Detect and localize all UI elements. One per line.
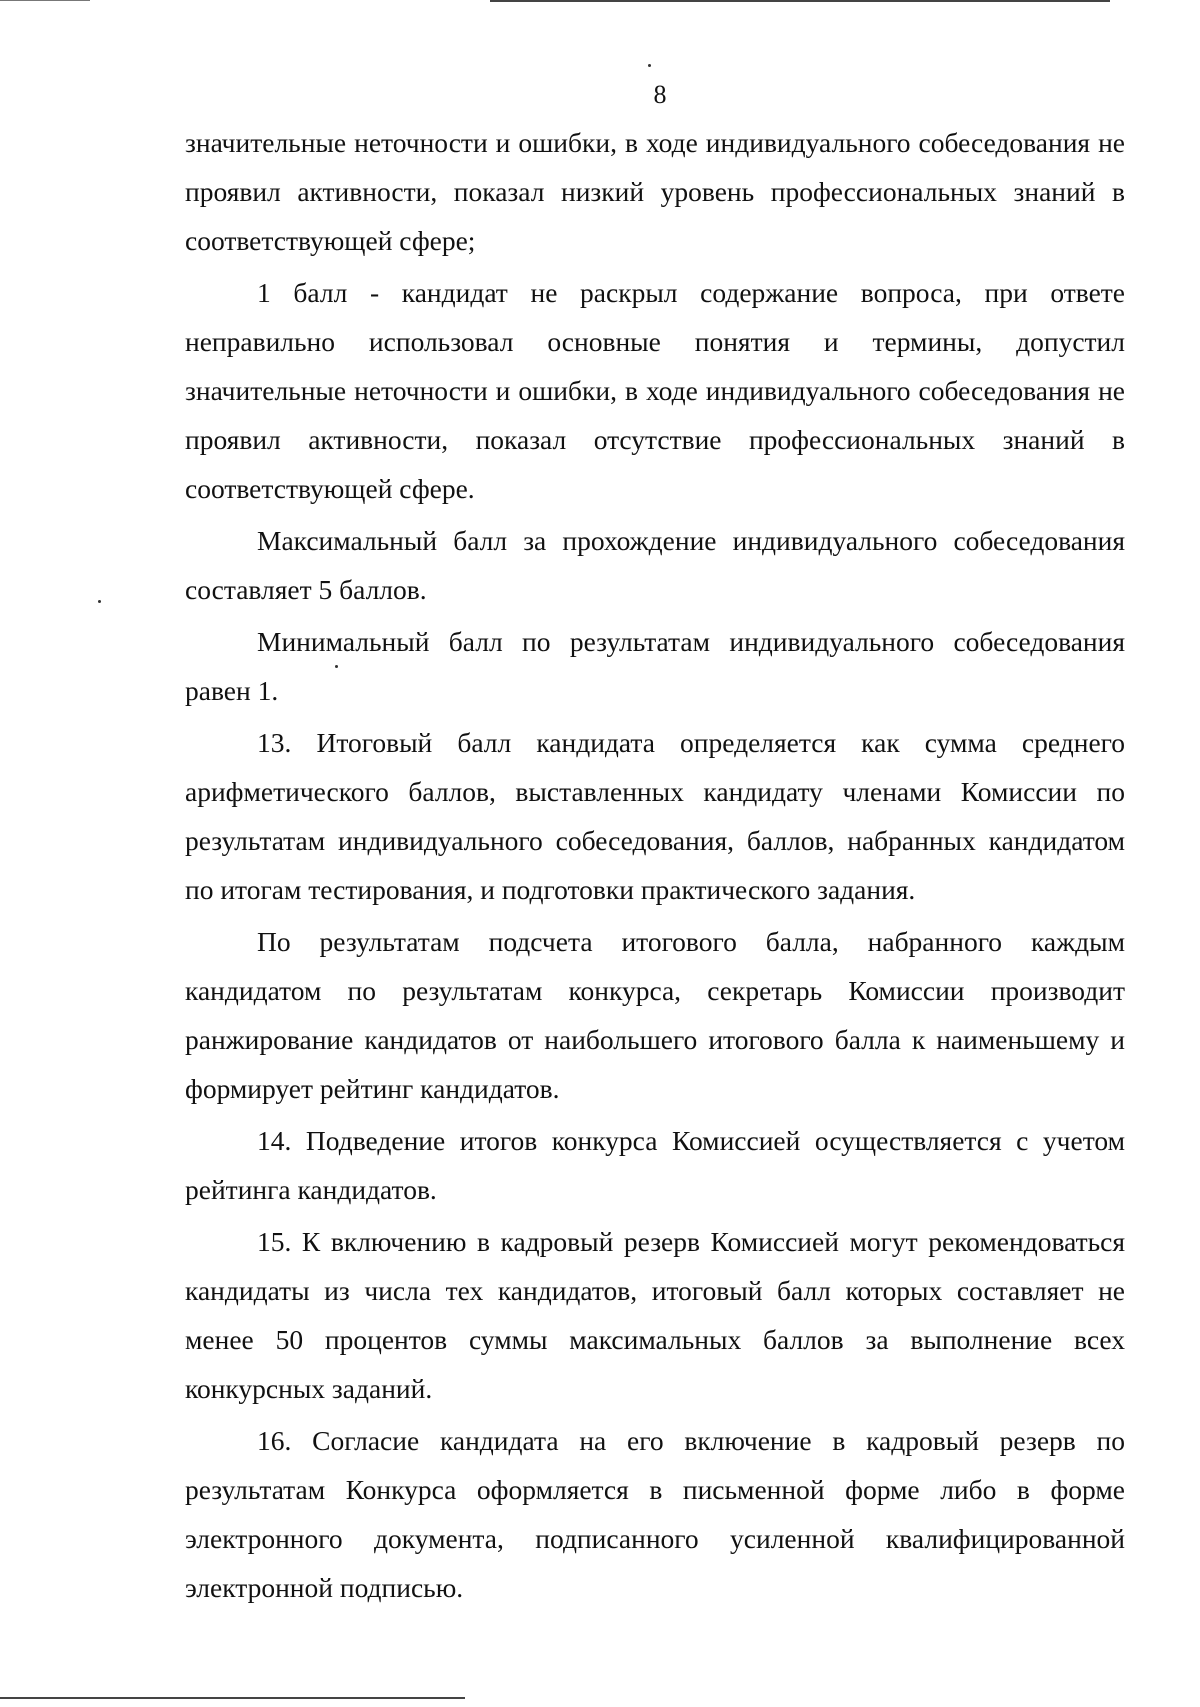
paragraph-16: 16. Согласие кандидата на его включение в кадровый резерв по результатам Конкурса оформляется в письменной форме либо в форме электронного документа, подписанного усиленной квалифицированной электронной подписью. [185, 1425, 1125, 1603]
paragraph-14: 14. Подведение итогов конкурса Комиссией осуществляется с учетом рейтинга кандидатов. [185, 1125, 1125, 1205]
scan-edge-top [490, 0, 1110, 2]
paragraph-15: 15. К включению в кадровый резерв Комиссией могут рекомендоваться кандидаты из числа тех кандидатов, итоговый балл которых составляет не менее 50 процентов суммы максимальных баллов за выполнение всех конкурсных заданий. [185, 1226, 1125, 1404]
scan-speck [98, 600, 101, 603]
paragraph-max-score: Максимальный балл за прохождение индивидуального собеседования составляет 5 баллов. [185, 525, 1125, 605]
paragraph-score-1: 1 балл - кандидат не раскрыл содержание вопроса, при ответе неправильно использовал основные понятия и термины, допустил значительные неточности и ошибки, в ходе индивидуального собеседования не проявил активности, показал отсутствие профессиональных знаний в соответствующей сфере. [185, 277, 1125, 504]
scan-speck [648, 64, 651, 67]
paragraph-min-score: Минимальный балл по результатам индивидуального собеседования равен 1. [185, 626, 1125, 706]
document-body [185, 118, 1125, 1612]
paragraph-continued: значительные неточности и ошибки, в ходе индивидуального собеседования не проявил активности, показал низкий уровень профессиональных знаний в соответствующей сфере; [185, 127, 1125, 256]
paragraph-13: 13. Итоговый балл кандидата определяется как сумма среднего арифметического баллов, выставленных кандидату членами Комиссии по результатам индивидуального собеседования, баллов, набранных кандидатом по итогам тестирования, и подготовки практического задания. [185, 727, 1125, 905]
page-number: 8 [653, 80, 667, 109]
scan-edge-top-left [0, 0, 90, 1]
scan-edge-bottom [0, 1697, 465, 1699]
paragraph-ranking: По результатам подсчета итогового балла, набранного каждым кандидатом по результатам конкурса, секретарь Комиссии производит ранжирование кандидатов от наибольшего итогового балла к наименьшему и формирует рейтинг кандидатов. [185, 926, 1125, 1104]
